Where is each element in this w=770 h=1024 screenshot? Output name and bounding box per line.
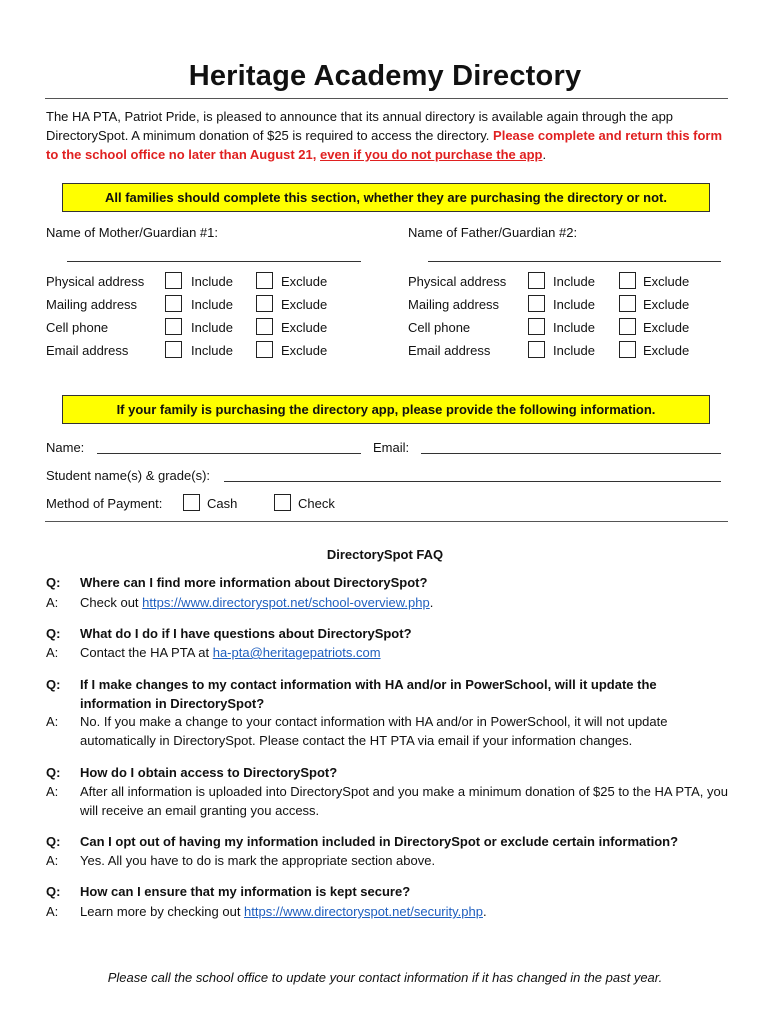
faq-answer: [80, 643, 730, 662]
guardian1-cell-phone-label: Cell phone: [46, 320, 109, 335]
guardian1-email-address-exclude-label: Exclude: [281, 343, 328, 358]
guardian1-physical-address-exclude-label: Exclude: [281, 274, 328, 289]
cash-label: Cash: [207, 496, 238, 511]
guardian2-mailing-address-exclude-checkbox[interactable]: [619, 295, 636, 312]
guardian2-mailing-address-exclude-label: Exclude: [643, 297, 690, 312]
faq-answer-text: Check out: [80, 595, 143, 610]
guardian1-cell-phone-exclude-checkbox[interactable]: [256, 318, 273, 335]
faq-title: DirectorySpot FAQ: [326, 547, 444, 562]
faq-q-marker: Q:: [46, 575, 61, 590]
faq-q-marker: Q:: [46, 677, 61, 692]
faq-a-marker: A:: [46, 714, 59, 729]
faq-a-marker: A:: [46, 853, 59, 868]
guardian2-physical-address-include-checkbox[interactable]: [528, 272, 545, 289]
guardian2-cell-phone-label: Cell phone: [408, 320, 471, 335]
faq-a-marker: A:: [46, 595, 59, 610]
guardian1-mailing-address-include-checkbox[interactable]: [165, 295, 182, 312]
guardian2-cell-phone-exclude-checkbox[interactable]: [619, 318, 636, 335]
payment-label: Method of Payment:: [46, 496, 163, 511]
faq-answer-link[interactable]: ha-pta@heritagepatriots.com: [212, 645, 381, 660]
guardian1-physical-address-include-label: Include: [191, 274, 233, 289]
guardian2-physical-address-label: Physical address: [408, 274, 507, 289]
guardian2-physical-address-exclude-label: Exclude: [643, 274, 690, 289]
faq-answer-end: .: [482, 904, 487, 919]
check-label: Check: [298, 496, 335, 511]
faq-question: How can I ensure that my information is kept secure?: [80, 884, 411, 899]
guardian2-cell-phone-include-label: Include: [553, 320, 595, 335]
guardian2-name-field[interactable]: [428, 261, 721, 262]
faq-answer: [80, 712, 730, 750]
faq-q-marker: Q:: [46, 884, 61, 899]
faq-a-marker: A:: [46, 645, 59, 660]
faq-question: Where can I find more information about DirectorySpot?: [80, 575, 428, 590]
intro-text: The HA PTA, Patriot Pride, is pleased to announce that its annual directory is available again through the app DirectorySpot. A minimum donation of $25 is required to access the directory.: [46, 109, 674, 143]
guardian1-mailing-address-exclude-label: Exclude: [281, 297, 328, 312]
guardian1-email-address-exclude-checkbox[interactable]: [256, 341, 273, 358]
faq-question: How do I obtain access to DirectorySpot?: [80, 765, 338, 780]
faq-a-marker: A:: [46, 904, 59, 919]
faq-answer-text: Yes. All you have to do is mark the appropriate section above.: [80, 853, 436, 868]
guardian1-email-address-label: Email address: [46, 343, 129, 358]
intro-deadline-emphasis: even if you do not purchase the app: [320, 147, 543, 162]
faq-a-marker: A:: [46, 784, 59, 799]
guardian1-email-address-include-label: Include: [191, 343, 233, 358]
section-divider: [45, 521, 728, 522]
faq-answer: [80, 782, 730, 820]
faq-answer-end: .: [429, 595, 434, 610]
email-label: Email:: [373, 440, 410, 455]
faq-answer: [80, 593, 730, 612]
faq-q-marker: Q:: [46, 626, 61, 641]
check-checkbox[interactable]: [274, 494, 291, 511]
intro-deadline: Please complete and return this form to the school office no later than August 21,: [46, 128, 723, 162]
guardian2-email-address-include-checkbox[interactable]: [528, 341, 545, 358]
page-title: Heritage Academy Directory: [188, 60, 582, 92]
guardian2-physical-address-include-label: Include: [553, 274, 595, 289]
guardian2-email-address-exclude-checkbox[interactable]: [619, 341, 636, 358]
faq-answer-text: Learn more by checking out: [80, 904, 245, 919]
guardian2-mailing-address-include-checkbox[interactable]: [528, 295, 545, 312]
cash-checkbox[interactable]: [183, 494, 200, 511]
all-families-banner: All families should complete this section, whether they are purchasing the directory or not.: [62, 183, 710, 212]
faq-question: Can I opt out of having my information included in DirectorySpot or exclude certain information?: [80, 834, 679, 849]
name-label: Name:: [46, 440, 85, 455]
student-field[interactable]: [224, 481, 721, 482]
guardian1-physical-address-exclude-checkbox[interactable]: [256, 272, 273, 289]
guardian2-physical-address-exclude-checkbox[interactable]: [619, 272, 636, 289]
faq-answer-link[interactable]: https://www.directoryspot.net/security.php: [244, 904, 483, 919]
name-field[interactable]: [97, 453, 361, 454]
footer-note: Please call the school office to update your contact information if it has changed in the past year.: [107, 970, 663, 985]
faq-answer: [80, 851, 730, 870]
faq-q-marker: Q:: [46, 765, 61, 780]
guardian1-mailing-address-label: Mailing address: [46, 297, 138, 312]
title-divider: [45, 98, 728, 99]
intro-end: .: [542, 147, 547, 162]
faq-answer: [80, 902, 730, 921]
guardian2-mailing-address-label: Mailing address: [408, 297, 500, 312]
guardian2-cell-phone-exclude-label: Exclude: [643, 320, 690, 335]
faq-answer-link[interactable]: https://www.directoryspot.net/school-overview.php: [142, 595, 430, 610]
faq-question: If I make changes to my contact information with HA and/or in PowerSchool, will it update the information in DirectorySpot?: [80, 677, 657, 711]
guardian1-email-address-include-checkbox[interactable]: [165, 341, 182, 358]
guardian1-cell-phone-exclude-label: Exclude: [281, 320, 328, 335]
faq-answer-text: After all information is uploaded into DirectorySpot and you make a minimum donation of $25 to the HA PTA, you will receive an email granting you access.: [80, 784, 728, 818]
guardian2-email-address-label: Email address: [408, 343, 491, 358]
purchasing-banner: If your family is purchasing the directory app, please provide the following information.: [62, 395, 710, 424]
guardian2-email-address-exclude-label: Exclude: [643, 343, 690, 358]
guardian1-mailing-address-exclude-checkbox[interactable]: [256, 295, 273, 312]
guardian2-cell-phone-include-checkbox[interactable]: [528, 318, 545, 335]
guardian1-physical-address-include-checkbox[interactable]: [165, 272, 182, 289]
guardian1-cell-phone-include-label: Include: [191, 320, 233, 335]
faq-q-marker: Q:: [46, 834, 61, 849]
guardian1-label: Name of Mother/Guardian #1:: [46, 225, 218, 240]
faq-answer-text: No. If you make a change to your contact information with HA and/or in PowerSchool, it will not update automatically in DirectorySpot. Please contact the HT PTA via email if your information changes.: [80, 714, 668, 748]
guardian2-mailing-address-include-label: Include: [553, 297, 595, 312]
guardian1-physical-address-label: Physical address: [46, 274, 145, 289]
guardian1-name-field[interactable]: [67, 261, 361, 262]
guardian2-email-address-include-label: Include: [553, 343, 595, 358]
faq-answer-text: Contact the HA PTA at: [80, 645, 213, 660]
faq-question: What do I do if I have questions about DirectorySpot?: [80, 626, 412, 641]
guardian1-cell-phone-include-checkbox[interactable]: [165, 318, 182, 335]
guardian2-label: Name of Father/Guardian #2:: [408, 225, 578, 240]
guardian1-mailing-address-include-label: Include: [191, 297, 233, 312]
student-label: Student name(s) & grade(s):: [46, 468, 211, 483]
intro-paragraph: [46, 107, 731, 164]
email-field[interactable]: [421, 453, 721, 454]
